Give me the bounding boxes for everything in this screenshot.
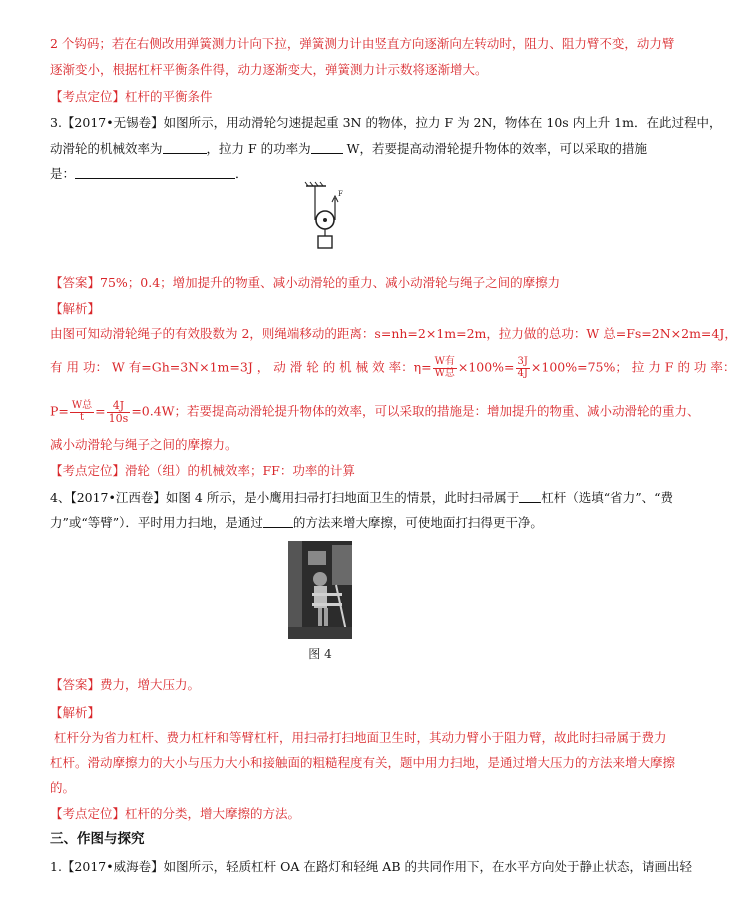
analysis-text-line: 有 用 功： W 有=Gh=3N×1m=3J ， 动 滑 轮 的 机 械 效 率：η= $\frac{\text{W有}}{\text{W总}}$ ×100%= $\frac{3J}{4J}$ ×100%=75%； 拉 力 F 的 功 率： (50, 356, 736, 379)
answer-blank (519, 491, 541, 503)
topic-tag: 【考点定位】杠杆的分类，增大摩擦的方法。 (50, 806, 301, 821)
analysis-text-line: 杠杆。滑动摩擦力的大小与压力大小和接触面的粗糙程度有关，题中用力扫地，是通过增大压力的方法来增大摩擦 (50, 755, 676, 770)
question-4-line: 4、【2017•江西卷】如图 4 所示，是小鹰用扫帚打扫地面卫生的情景，此时扫帚属于 杠杆（选填“省力”、“费 (50, 490, 673, 505)
answer-blank (75, 167, 235, 179)
sweeping-photo (288, 541, 352, 639)
analysis-text-line: 减小动滑轮与绳子之间的摩擦力。 (50, 437, 238, 452)
force-label: F (338, 190, 343, 198)
section-heading: 三、作图与探究 (50, 831, 145, 847)
analysis-text-line: 2 个钩码；若在右侧改用弹簧测力计向下拉，弹簧测力计由竖直方向逐渐向左转动时，阻力、阻力臂不变，动力臂 (50, 36, 675, 51)
efficiency-fraction: $\frac{\text{W有}}{\text{W总}}$ (434, 356, 455, 379)
answer-line: 【答案】75%；0.4；增加提升的物重、减小动滑轮的重力、减小动滑轮与绳子之间的摩擦力 (50, 275, 561, 290)
pulley-figure (304, 182, 352, 252)
analysis-text-line: 由图可知动滑轮绳子的有效股数为 2，则绳端移动的距离：s=nh=2×1m=2m，拉力做的总功：W 总=Fs=2N×2m=4J， (50, 326, 737, 341)
question-1-line: 1.【2017•威海卷】如图所示，轻质杠杆 OA 在路灯和轻绳 AB 的共同作用下，在水平方向处于静止状态，请画出轻 (50, 859, 692, 874)
figure-caption: 图 4 (308, 647, 332, 661)
topic-tag: 【考点定位】杠杆的平衡条件 (50, 89, 213, 104)
power-value-fraction: $\frac{4J}{10s}$ (108, 399, 129, 425)
analysis-heading: 【解析】 (50, 705, 101, 720)
topic-tag: 【考点定位】滑轮（组）的机械效率；FF：功率的计算 (50, 463, 355, 478)
question-4-line: 力”或“等臂”）．平时用力扫地，是通过 的方法来增大摩擦，可使地面打扫得更干净。 (50, 515, 543, 530)
efficiency-value-fraction: $\frac{3J}{4J}$ (517, 356, 528, 379)
analysis-text-line: 逐渐变小，根据杠杆平衡条件得，动力逐渐变大，弹簧测力计示数将逐渐增大。 (50, 62, 488, 77)
question-3-line: 是： ． (50, 166, 248, 181)
analysis-text-line: 杠杆分为省力杠杆、费力杠杆和等臂杠杆，用扫帚打扫地面卫生时，其动力臂小于阻力臂，故此时扫帚属于费力 (54, 730, 667, 745)
analysis-text-line: 的。 (50, 780, 76, 795)
analysis-text-line: P= $\frac{\text{W总}}{t}$ = $\frac{4J}{10s}$ =0.4W；若要提高动滑轮提升物体的效率，可以采取的措施是：增加提升的物重、减小动滑轮的重力、 (50, 399, 700, 425)
answer-blank (263, 516, 293, 528)
sweeping-photo-figure (288, 541, 352, 661)
power-fraction: $\frac{\text{W总}}{t}$ (71, 400, 93, 423)
answer-blank (163, 142, 207, 154)
question-3-line: 3.【2017•无锡卷】如图所示，用动滑轮匀速提起重 3N 的物体，拉力 F 为 2N，物体在 10s 内上升 1m．在此过程中， (50, 115, 722, 130)
analysis-heading: 【解析】 (50, 301, 101, 316)
answer-blank (311, 142, 343, 154)
answer-line: 【答案】费力，增大压力。 (50, 677, 201, 692)
question-3-line: 动滑轮的机械效率为 ，拉力 F 的功率为 W，若要提高动滑轮提升物体的效率，可以采取的措施 (50, 141, 647, 156)
